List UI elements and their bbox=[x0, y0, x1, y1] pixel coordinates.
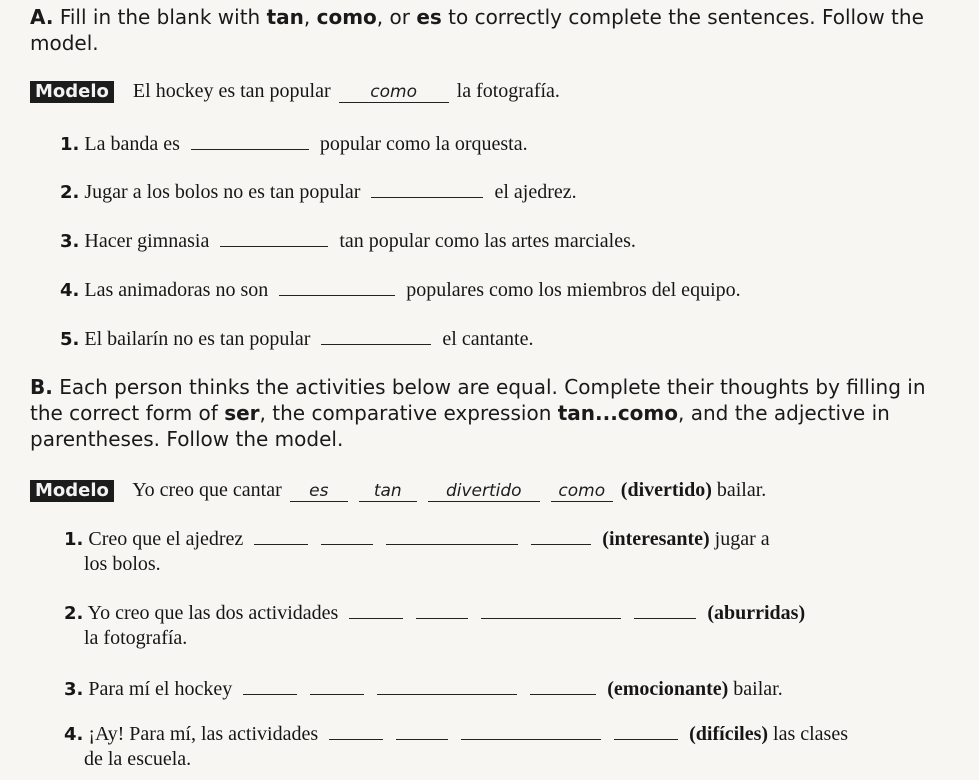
answer-blank[interactable] bbox=[279, 277, 395, 296]
section-a-item-5: 5. El bailarín no es tan popular el cantante. bbox=[60, 328, 534, 350]
answer-blank-ser[interactable] bbox=[254, 526, 308, 545]
section-a-item-1: 1. La banda es popular como la orquesta. bbox=[60, 133, 528, 155]
answer-blank-adjective[interactable] bbox=[461, 721, 601, 740]
section-b-model: Modelo Yo creo que cantar es tan divertido como (divertido) bailar. bbox=[30, 479, 766, 502]
section-a-item-3: 3. Hacer gimnasia tan popular como las artes marciales. bbox=[60, 230, 636, 252]
section-b-item-1-cont: los bolos. bbox=[84, 553, 161, 575]
answer-blank[interactable] bbox=[220, 228, 328, 247]
section-a-letter: A. bbox=[30, 5, 54, 29]
section-b-instructions: B. Each person thinks the activities below are equal. Complete their thoughts by filling in the correct form of ser, the comparative expression tan...como, and the adjective in parentheses. Follow the model. bbox=[30, 375, 926, 451]
model-answer: como bbox=[339, 82, 449, 103]
answer-blank-tan[interactable] bbox=[416, 600, 468, 619]
model-answer-como: como bbox=[551, 481, 613, 502]
answer-blank[interactable] bbox=[371, 179, 483, 198]
section-b-item-4-cont: de la escuela. bbox=[84, 748, 192, 770]
answer-blank-tan[interactable] bbox=[396, 721, 448, 740]
section-b-item-4: 4. ¡Ay! Para mí, las actividades (difíciles) las clases bbox=[64, 723, 848, 745]
modelo-tag: Modelo bbox=[30, 81, 114, 103]
modelo-tag: Modelo bbox=[30, 480, 114, 502]
answer-blank-como[interactable] bbox=[531, 526, 591, 545]
section-b-item-2-cont: la fotografía. bbox=[84, 627, 188, 649]
answer-blank-como[interactable] bbox=[530, 676, 596, 695]
answer-blank-adjective[interactable] bbox=[386, 526, 518, 545]
section-b-item-1: 1. Creo que el ajedrez (interesante) jugar a bbox=[64, 528, 770, 550]
answer-blank-ser[interactable] bbox=[243, 676, 297, 695]
section-a-instructions: A. Fill in the blank with tan, como, or es to correctly complete the sentences. Follow the model. bbox=[30, 5, 924, 55]
answer-blank-adjective[interactable] bbox=[377, 676, 517, 695]
answer-blank-como[interactable] bbox=[614, 721, 678, 740]
section-b-letter: B. bbox=[30, 375, 53, 399]
section-a-model: Modelo El hockey es tan popular como la fotografía. bbox=[30, 80, 560, 103]
answer-blank-tan[interactable] bbox=[310, 676, 364, 695]
model-answer-tan: tan bbox=[359, 481, 417, 502]
answer-blank-ser[interactable] bbox=[329, 721, 383, 740]
answer-blank-ser[interactable] bbox=[349, 600, 403, 619]
model-answer-adjective: divertido bbox=[428, 481, 540, 502]
section-b-item-2: 2. Yo creo que las dos actividades (aburridas) bbox=[64, 602, 806, 624]
section-b-item-3: 3. Para mí el hockey (emocionante) bailar. bbox=[64, 678, 783, 700]
answer-blank-tan[interactable] bbox=[321, 526, 373, 545]
answer-blank[interactable] bbox=[321, 326, 431, 345]
model-answer-ser: es bbox=[290, 481, 348, 502]
answer-blank-como[interactable] bbox=[634, 600, 696, 619]
answer-blank[interactable] bbox=[191, 131, 309, 150]
answer-blank-adjective[interactable] bbox=[481, 600, 621, 619]
section-a-item-2: 2. Jugar a los bolos no es tan popular el ajedrez. bbox=[60, 181, 577, 203]
section-a-item-4: 4. Las animadoras no son populares como los miembros del equipo. bbox=[60, 279, 741, 301]
